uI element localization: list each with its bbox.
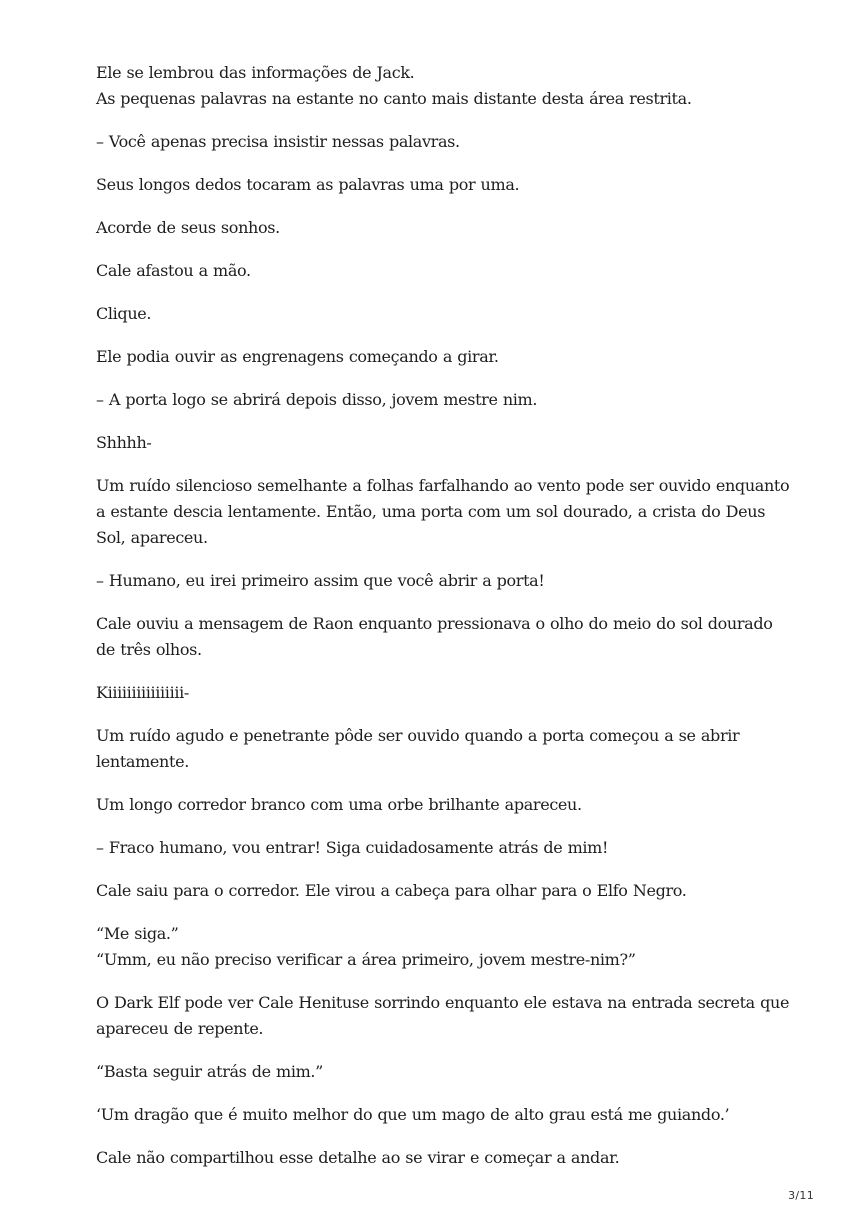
paragraph: – Você apenas precisa insistir nessas palavras. [96,132,460,151]
paragraph: “Basta seguir atrás de mim.” [96,1062,323,1081]
paragraph [96,921,796,973]
paragraph: ‘Um dragão que é muito melhor do que um mago de alto grau está me guiando.’ [96,1105,730,1124]
paragraph-line: As pequenas palavras na estante no canto mais distante desta área restrita. [96,89,692,108]
paragraph: Seus longos dedos tocaram as palavras uma por uma. [96,175,520,194]
paragraph: Acorde de seus sonhos. [96,218,280,237]
paragraph: Um longo corredor branco com uma orbe brilhante apareceu. [96,795,582,814]
paragraph-line: “Umm, eu não preciso verificar a área primeiro, jovem mestre-nim?” [96,950,636,969]
paragraph: O Dark Elf pode ver Cale Henituse sorrindo enquanto ele estava na entrada secreta que apareceu de repente. [96,993,790,1038]
paragraph: – A porta logo se abrirá depois disso, jovem mestre nim. [96,390,538,409]
paragraph: Cale afastou a mão. [96,261,251,280]
document-body [96,60,796,1188]
paragraph [96,60,796,112]
paragraph: Um ruído silencioso semelhante a folhas farfalhando ao vento pode ser ouvido enquanto a estante descia lentamente. Então, uma porta com um sol dourado, a crista do Deus Sol, apareceu. [96,476,790,547]
paragraph: Kiiiiiiiiiiiiiiii- [96,683,189,702]
paragraph: Ele podia ouvir as engrenagens começando a girar. [96,347,499,366]
paragraph: Cale saiu para o corredor. Ele virou a cabeça para olhar para o Elfo Negro. [96,881,687,900]
paragraph: Um ruído agudo e penetrante pôde ser ouvido quando a porta começou a se abrir lentamente. [96,726,740,771]
paragraph: Clique. [96,304,152,323]
paragraph: Cale não compartilhou esse detalhe ao se virar e começar a andar. [96,1148,620,1167]
paragraph-line: Ele se lembrou das informações de Jack. [96,63,415,82]
paragraph-line: “Me siga.” [96,924,179,943]
page-number: 3/11 [788,1189,814,1202]
paragraph: – Fraco humano, vou entrar! Siga cuidadosamente atrás de mim! [96,838,609,857]
paragraph: Cale ouviu a mensagem de Raon enquanto pressionava o olho do meio do sol dourado de três olhos. [96,614,773,659]
paragraph: Shhhh- [96,433,152,452]
paragraph: – Humano, eu irei primeiro assim que você abrir a porta! [96,571,545,590]
